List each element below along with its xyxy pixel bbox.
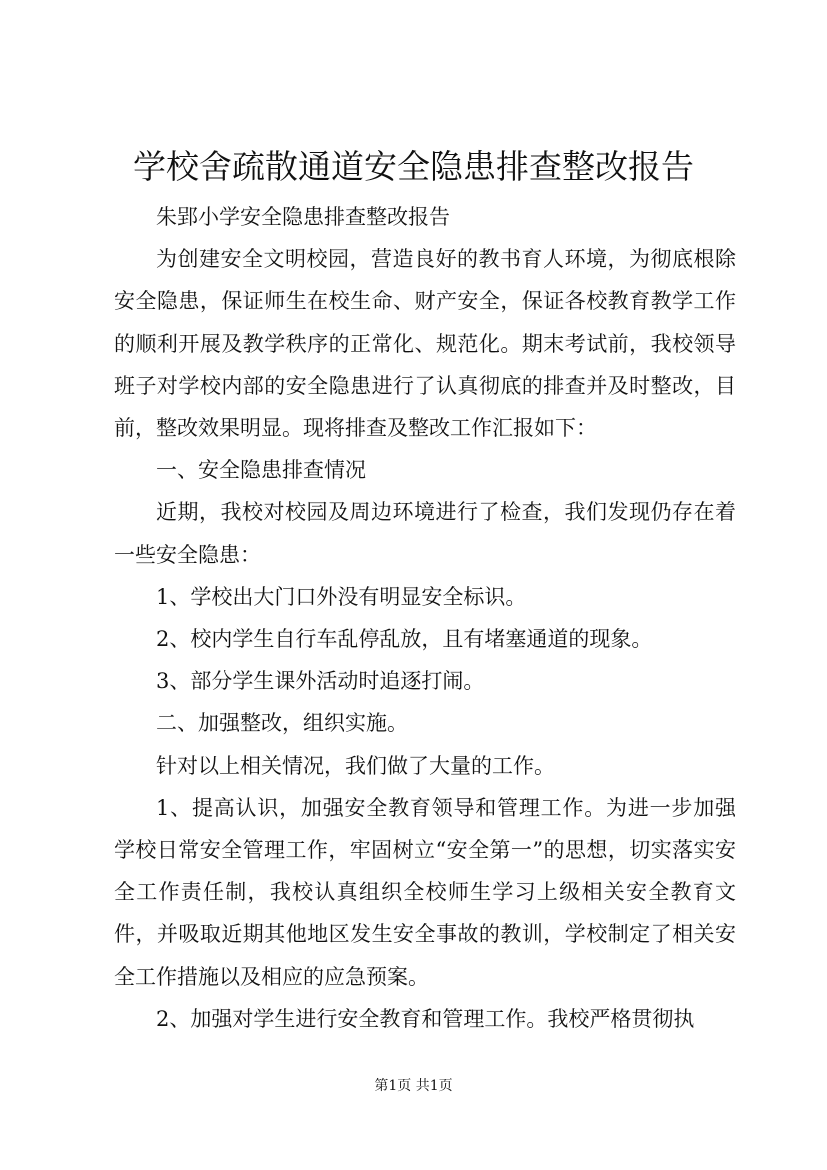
paragraph: 近期，我校对校园及周边环境进行了检查，我们发现仍存在着一些安全隐患：: [114, 500, 736, 567]
document-title: 学校舍疏散通道安全隐患排查整改报告: [133, 147, 694, 186]
list-item: 1、学校出大门口外没有明显安全标识。: [156, 584, 527, 609]
paragraph: 2、加强对学生进行安全教育和管理工作。我校严格贯彻执: [156, 1006, 695, 1031]
intro-paragraph: 为创建安全文明校园，营造良好的教书育人环境，为彻底根除安全隐患，保证师生在校生命、财产安全，保证各校教育教学工作的顺利开展及教学秩序的正常化、规范化。期末考试前，我校领导班子对学校内部的安全隐患进行了认真彻底的排查并及时整改，目前，整改效果明显。现将排查及整改工作汇报如下：: [114, 247, 736, 441]
section-heading-2: 二、加强整改，组织实施。: [156, 711, 408, 736]
list-item: 2、校内学生自行车乱停乱放，且有堵塞通道的现象。: [156, 627, 653, 652]
page-footer: 第1页 共1页: [374, 1078, 453, 1094]
subtitle-paragraph: 朱郢小学安全隐患排查整改报告: [156, 205, 450, 229]
document-body: [114, 196, 736, 1040]
list-item: 3、部分学生课外活动时追逐打闹。: [156, 669, 485, 694]
section-heading-1: 一、安全隐患排查情况: [156, 458, 366, 483]
paragraph: 1、提高认识，加强安全教育领导和管理工作。为进一步加强学校日常安全管理工作，牢固树立“安全第一”的思想，切实落实安全工作责任制，我校认真组织全校师生学习上级相关安全教育文件，并吸取近期其他地区发生安全事故的教训，学校制定了相关安全工作措施以及相应的应急预案。: [114, 795, 736, 989]
paragraph: 针对以上相关情况，我们做了大量的工作。: [156, 753, 555, 778]
